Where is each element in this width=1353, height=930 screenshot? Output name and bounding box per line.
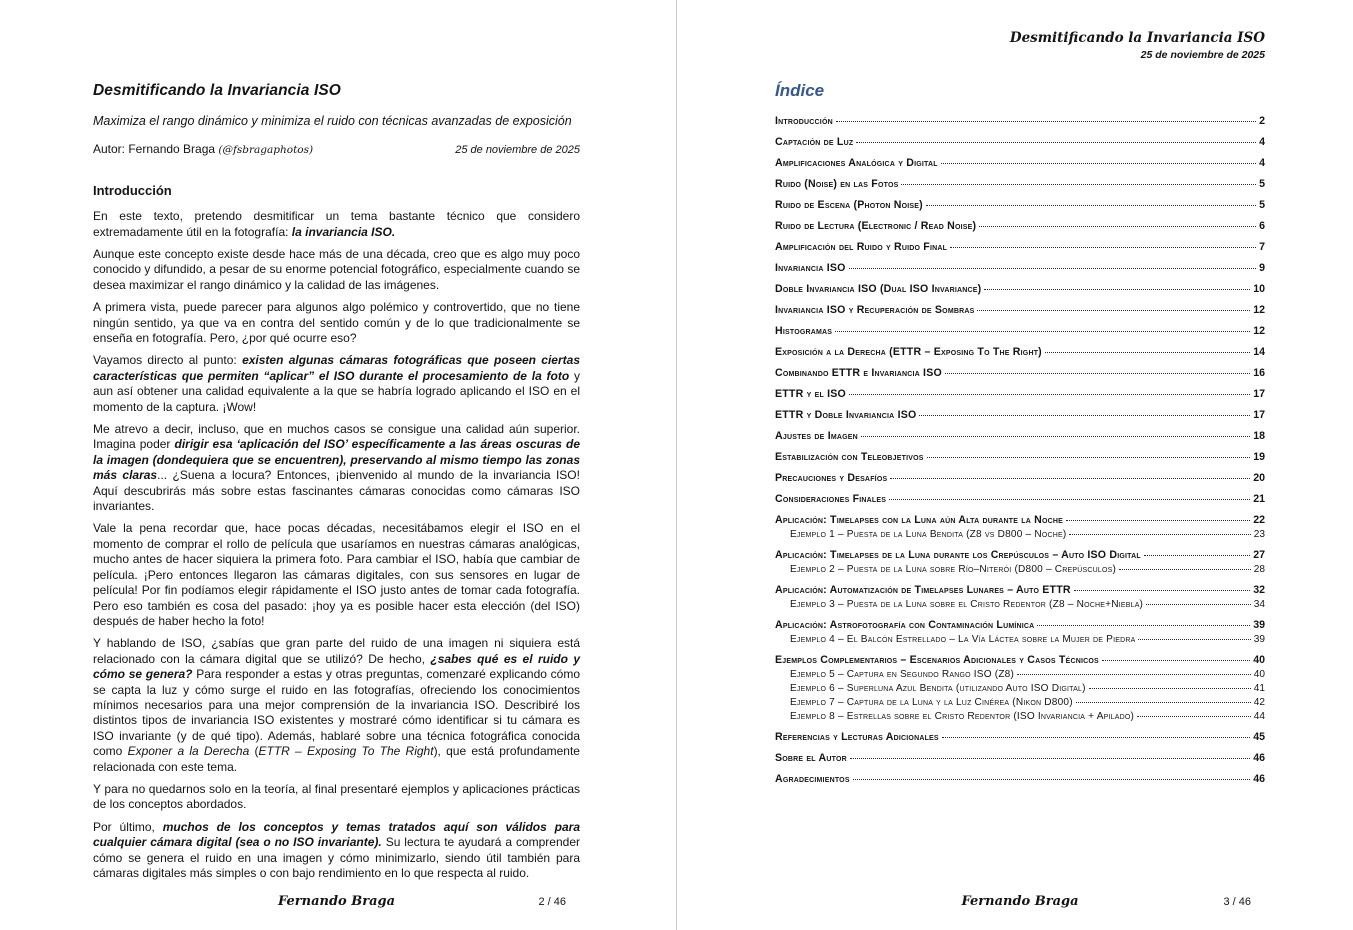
toc-entry[interactable]: [775, 409, 1265, 421]
toc-entry-page-number: 46: [1253, 752, 1265, 765]
toc-entry-label: Ejemplo 8 – Estrellas sobre el Cristo Redentor (ISO Invariancia + Apilado): [790, 711, 1135, 723]
paragraph: [93, 636, 580, 775]
toc-entry[interactable]: [775, 304, 1265, 316]
toc-entry[interactable]: [775, 619, 1265, 631]
toc-entry[interactable]: [775, 367, 1265, 379]
footer-author: Fernando Braga: [961, 894, 1079, 909]
toc-entry-page-number: 19: [1253, 451, 1265, 464]
text-run: muchos de los conceptos y temas tratados aquí son válidos para cualquier cámara digital (sea o no ISO invariante).: [93, 819, 581, 850]
toc-entry-label: Ejemplo 3 – Puesta de la Luna sobre el Cristo Redentor (Z8 – Noche+Niebla): [790, 599, 1144, 611]
toc-entry[interactable]: [775, 283, 1265, 295]
toc-entry-label: Ejemplo 4 – El Balcón Estrellado – La Vía Láctea sobre la Mujer de Piedra: [790, 634, 1136, 646]
toc-entry-page-number: 17: [1253, 409, 1265, 422]
toc-entry-label: Ejemplo 6 – Superluna Azul Bendita (utilizando Auto ISO Digital): [790, 683, 1086, 695]
running-header: [775, 30, 1265, 61]
toc-entry-page-number: 22: [1253, 514, 1265, 527]
toc-entry[interactable]: [775, 529, 1265, 540]
toc-entry-label: Ruido (Noise) en las Fotos: [775, 178, 899, 191]
toc-entry-page-number: 18: [1253, 430, 1265, 443]
toc-entry-page-number: 42: [1253, 697, 1265, 709]
toc-entry-page-number: 16: [1253, 367, 1265, 380]
toc-entry-label: ETTR y el ISO: [775, 388, 846, 401]
text-run: Me atrevo a decir, incluso, que en muchos casos se consigue una calidad aún superior. Imagina poder: [93, 422, 580, 452]
text-run: Y para no quedarnos solo en la teoría, al final presentaré ejemplos y aplicaciones prácticas de los conceptos abordados.: [93, 781, 580, 812]
toc-entry-label: Ejemplo 5 – Captura en Segundo Rango ISO (Z8): [790, 669, 1015, 681]
page-2: [0, 0, 676, 930]
toc-dotted-leader: [890, 478, 1250, 479]
toc-dotted-leader: [1074, 590, 1250, 591]
toc-dotted-leader: [889, 499, 1250, 500]
toc-entry[interactable]: [775, 752, 1265, 764]
toc-dotted-leader: [850, 758, 1250, 759]
toc-dotted-leader: [1017, 674, 1251, 675]
toc-entry[interactable]: [775, 493, 1265, 505]
toc-entry[interactable]: [775, 262, 1265, 274]
toc-dotted-leader: [941, 163, 1256, 164]
toc-dotted-leader: [979, 226, 1256, 227]
toc-entry-label: Aplicación: Automatización de Timelapses Lunares – Auto ETTR: [775, 584, 1071, 597]
toc-entry-label: Histogramas: [775, 325, 833, 338]
text-run: Su lectura te ayudará a comprender cómo se genera el ruido en una imagen y cómo minimizarlo, siendo útil también para cámaras digitales más simples o con bajo rendimiento en lo que respecta al ruido.: [93, 835, 580, 880]
paragraph: [93, 300, 580, 346]
toc-entry-label: Ejemplo 7 – Captura de la Luna y la Luz Cinérea (Nikon D800): [790, 697, 1073, 709]
toc-entry-label: Exposición a la Derecha (ETTR – Exposing To The Right): [775, 346, 1042, 359]
text-run: la invariancia ISO.: [291, 224, 396, 239]
toc-dotted-leader: [1076, 702, 1251, 703]
toc-entry-label: Ejemplo 1 – Puesta de la Luna Bendita (Z8 vs D800 – Noche): [790, 529, 1067, 541]
toc-dotted-leader: [950, 247, 1256, 248]
toc-dotted-leader: [1066, 520, 1250, 521]
toc-entry-label: Invariancia ISO: [775, 262, 846, 275]
toc-entry[interactable]: [775, 136, 1265, 148]
toc-dotted-leader: [1037, 625, 1250, 626]
toc-entry-page-number: 7: [1259, 241, 1265, 254]
text-run: ), que está profundamente relacionada con este tema.: [93, 744, 580, 774]
toc-entry-page-number: 32: [1253, 584, 1265, 597]
toc-entry[interactable]: [775, 711, 1265, 722]
toc-entry-page-number: 27: [1253, 549, 1265, 562]
toc-dotted-leader: [1138, 639, 1250, 640]
toc-entry-label: Doble Invariancia ISO (Dual ISO Invariance): [775, 283, 982, 296]
toc-entry-page-number: 20: [1253, 472, 1265, 485]
text-run: existen algunas cámaras fotográficas que poseen ciertas características que permiten “aplicar” el ISO durante el procesamiento de la foto: [93, 353, 580, 383]
toc-dotted-leader: [856, 142, 1256, 143]
toc-entry-label: Ruido de Escena (Photon Noise): [775, 199, 923, 212]
toc-entry[interactable]: [775, 564, 1265, 575]
toc-entry[interactable]: [775, 634, 1265, 645]
toc-entry-label: Ruido de Lectura (Electronic / Read Noise): [775, 220, 977, 233]
footer-page-number: 3 / 46: [1223, 896, 1251, 908]
text-run: ... ¿Suena a locura? Entonces, ¡bienvenido al mundo de la invariancia ISO! Aquí descubrirás más sobre estas fascinantes cámaras conocidas como cámaras ISO invariantes.: [93, 468, 580, 514]
toc-entry-label: Invariancia ISO y Recuperación de Sombras: [775, 304, 975, 317]
toc-entry[interactable]: [775, 599, 1265, 610]
toc-entry-label: Amplificaciones Analógica y Digital: [775, 157, 938, 170]
toc-dotted-leader: [977, 310, 1250, 311]
toc-entry-label: Referencias y Lecturas Adicionales: [775, 731, 939, 744]
paragraph: [93, 353, 580, 415]
toc-dotted-leader: [1102, 660, 1250, 661]
footer-page-number: 2 / 46: [538, 896, 566, 908]
toc-entry-page-number: 14: [1253, 346, 1265, 359]
toc-entry-label: Precauciones y Desafíos: [775, 472, 888, 485]
text-run: Por último,: [93, 819, 163, 834]
toc-entry[interactable]: [775, 514, 1265, 526]
document-date: 25 de noviembre de 2025: [455, 144, 580, 157]
toc-dotted-leader: [1089, 688, 1251, 689]
toc-entry[interactable]: [775, 669, 1265, 680]
text-run: Para responder a estas y otras preguntas, comenzaré explicando cómo se capta la luz y cómo surge el ruido en las fotografías, ofreciendo los conocimientos mínimos necesarios para una mejor comprensión de la invariancia ISO. Describiré los distintos tipos de invariancia ISO existentes y mostraré cómo identificar si tu cámara es ISO invariante (y de qué tipo). Además, hablaré sobre una técnica fotográfica conocida como: [93, 667, 581, 759]
toc-entry-page-number: 39: [1253, 634, 1265, 646]
text-run: A primera vista, puede parecer para algunos algo polémico y controvertido, que no tiene ningún sentido, ya que va en contra del sentido común y de lo que tradicionalmente se enseña en fotografía. Pero, ¿por qué ocurre eso?: [93, 300, 580, 345]
toc-entry-label: Captación de Luz: [775, 136, 854, 149]
toc-entry[interactable]: [775, 683, 1265, 694]
toc-entry-page-number: 4: [1259, 157, 1265, 170]
toc-entry[interactable]: [775, 697, 1265, 708]
toc-entry-page-number: 17: [1253, 388, 1265, 401]
toc-entry-page-number: 6: [1259, 220, 1265, 233]
paragraph: [93, 422, 580, 514]
toc-entry-label: Aplicación: Timelapses de la Luna durante los Crepúsculos – Auto ISO Digital: [775, 549, 1141, 562]
toc-entry[interactable]: [775, 773, 1265, 785]
toc-entry-label: Agradecimientos: [775, 773, 850, 786]
toc-dotted-leader: [919, 415, 1250, 416]
toc-entry-page-number: 2: [1259, 115, 1265, 128]
text-run: (: [249, 744, 259, 759]
toc-entry[interactable]: [775, 731, 1265, 743]
author-row: [93, 142, 580, 156]
toc-entry-page-number: 23: [1253, 529, 1265, 541]
running-header-date: 25 de noviembre de 2025: [1140, 49, 1265, 61]
toc-entry-label: Amplificación del Ruido y Ruido Final: [775, 241, 948, 254]
toc-entry[interactable]: [775, 388, 1265, 400]
paragraph: [93, 782, 580, 813]
paragraph: [93, 820, 580, 882]
text-run: Aunque este concepto existe desde hace más de una década, creo que es algo muy poco conocido y difundido, a pesar de su enorme potencial fotográfico, especialmente cuando se desea maximizar el rango dinámico y la calidad de las imágenes.: [93, 246, 580, 292]
text-run: Vayamos directo al punto:: [93, 353, 243, 368]
toc-dotted-leader: [835, 331, 1250, 332]
toc-dotted-leader: [836, 121, 1256, 122]
toc-entry-page-number: 12: [1253, 325, 1265, 338]
toc-entry-page-number: 45: [1253, 731, 1265, 744]
section-heading-introduccion: Introducción: [93, 183, 172, 199]
toc-entry[interactable]: [775, 241, 1265, 253]
toc-dotted-leader: [1119, 569, 1251, 570]
toc-dotted-leader: [1146, 604, 1251, 605]
document-subtitle: Maximiza el rango dinámico y minimiza el ruido con técnicas avanzadas de exposición: [93, 114, 572, 129]
toc-entry-label: Ajustes de Imagen: [775, 430, 858, 443]
text-run: ¿sabes qué es el ruido y cómo se genera?: [93, 651, 580, 682]
toc-entry-page-number: 12: [1253, 304, 1265, 317]
toc-dotted-leader: [942, 737, 1250, 738]
paragraph: [93, 521, 580, 629]
toc-dotted-leader: [1069, 534, 1250, 535]
toc-dotted-leader: [1144, 555, 1250, 556]
toc-entry-page-number: 40: [1253, 654, 1265, 667]
toc-entry[interactable]: [775, 430, 1265, 442]
toc-dotted-leader: [926, 205, 1256, 206]
toc-dotted-leader: [901, 184, 1256, 185]
toc-entry[interactable]: [775, 549, 1265, 561]
toc-entry-page-number: 44: [1253, 711, 1265, 723]
toc-entry-page-number: 46: [1253, 773, 1265, 786]
toc-entry-label: Sobre el Autor: [775, 752, 847, 765]
toc-entry[interactable]: [775, 178, 1265, 190]
toc-entry-page-number: 5: [1259, 178, 1265, 191]
toc-dotted-leader: [945, 373, 1250, 374]
toc-dotted-leader: [849, 394, 1250, 395]
toc-entry-page-number: 40: [1253, 669, 1265, 681]
toc-entry-label: Estabilización con Teleobjetivos: [775, 451, 924, 464]
toc-entry-page-number: 10: [1253, 283, 1265, 296]
toc-entry-label: Ejemplo 2 – Puesta de la Luna sobre Río–Niterói (D800 – Crepúsculos): [790, 564, 1117, 576]
toc-entry[interactable]: [775, 220, 1265, 232]
toc-entry[interactable]: [775, 584, 1265, 596]
toc-entry-label: Aplicación: Timelapses con la Luna aún Alta durante la Noche: [775, 514, 1064, 527]
author-handle: (@fsbragaphotos): [218, 144, 314, 157]
text-run: Y hablando de ISO, ¿sabías que gran parte del ruido de una imagen ni siquiera está relacionado con la cámara digital que se utilizó? De hecho,: [93, 636, 580, 666]
toc-dotted-leader: [1045, 352, 1250, 353]
toc-entry[interactable]: [775, 115, 1265, 127]
paragraph: [93, 247, 580, 293]
toc-entry-label: Combinando ETTR e Invariancia ISO: [775, 367, 942, 380]
toc-dotted-leader: [1137, 716, 1251, 717]
toc-entry[interactable]: [775, 157, 1265, 169]
toc-entry[interactable]: [775, 472, 1265, 484]
author-name: Autor: Fernando Braga: [93, 142, 216, 157]
text-run: y aun así obtener una calidad equivalente a la que se habría logrado aplicando el ISO en el momento de la captura. ¡Wow!: [93, 368, 580, 414]
page-3: [676, 0, 1353, 930]
toc-entry-page-number: 5: [1259, 199, 1265, 212]
toc-entry-label: Consideraciones Finales: [775, 493, 887, 506]
text-run: Vale la pena recordar que, hace pocas décadas, necesitábamos elegir el ISO en el momento de comprar el rollo de película que usaríamos en nuestras cámaras analógicas, mucho antes de hacer siquiera la primera foto. Para cambiar el ISO, había que cambiar de película. ¡Pero entonces llegaron las cámaras digitales, con sus sensores en lugar de película! Por fin podíamos elegir rápidamente el ISO justo antes de tomar cada fotografía. Pero eso también es cosa del pasado: ¡hoy ya es posible hacer esta elección (del ISO) después de haber hecho la foto!: [93, 521, 580, 628]
running-header-title: Desmitificando la Invariancia ISO: [1009, 30, 1265, 46]
toc-entry[interactable]: [775, 346, 1265, 358]
toc-entry[interactable]: [775, 325, 1265, 337]
text-run: Exponer a la Derecha: [127, 744, 250, 759]
footer-author: Fernando Braga: [277, 894, 396, 909]
text-run: dirigir esa ‘aplicación del ISO’ específicamente a las áreas oscuras de la imagen (dondequiera que se encuentren), preservando al mismo tiempo las zonas más claras: [93, 437, 580, 483]
toc-entry-label: ETTR y Doble Invariancia ISO: [775, 409, 917, 422]
page-footer-left: [93, 894, 580, 914]
toc-dotted-leader: [861, 436, 1250, 437]
toc-entry[interactable]: [775, 451, 1265, 463]
toc-entry-page-number: 4: [1259, 136, 1265, 149]
document-title: Desmitificando la Invariancia ISO: [93, 82, 341, 100]
toc-dotted-leader: [849, 268, 1257, 269]
toc-entry-page-number: 9: [1259, 262, 1265, 275]
text-run: En este texto, pretendo desmitificar un tema bastante técnico que considero extremadamente útil en la fotografía:: [93, 209, 580, 239]
toc-entry-page-number: 34: [1253, 599, 1265, 611]
toc-entry-page-number: 41: [1253, 683, 1265, 695]
paragraph: [93, 209, 580, 240]
toc-entry[interactable]: [775, 654, 1265, 666]
toc-entry-label: Introducción: [775, 115, 833, 128]
toc-dotted-leader: [853, 779, 1251, 780]
toc-entry-page-number: 39: [1253, 619, 1265, 632]
page-footer-right: [775, 894, 1265, 914]
text-run: ETTR – Exposing To The Right: [258, 744, 434, 759]
toc-entry-page-number: 21: [1253, 493, 1265, 506]
toc-entry-label: Ejemplos Complementarios – Escenarios Adicionales y Casos Técnicos: [775, 654, 1099, 667]
author-line: [93, 142, 313, 156]
introduction-paragraphs: [93, 209, 580, 881]
toc-heading: Índice: [775, 81, 825, 100]
toc-dotted-leader: [984, 289, 1250, 290]
table-of-contents: [775, 115, 1265, 785]
toc-entry-label: Aplicación: Astrofotografía con Contaminación Lumínica: [775, 619, 1035, 632]
toc-entry-page-number: 28: [1253, 564, 1265, 576]
toc-dotted-leader: [927, 457, 1251, 458]
toc-entry[interactable]: [775, 199, 1265, 211]
